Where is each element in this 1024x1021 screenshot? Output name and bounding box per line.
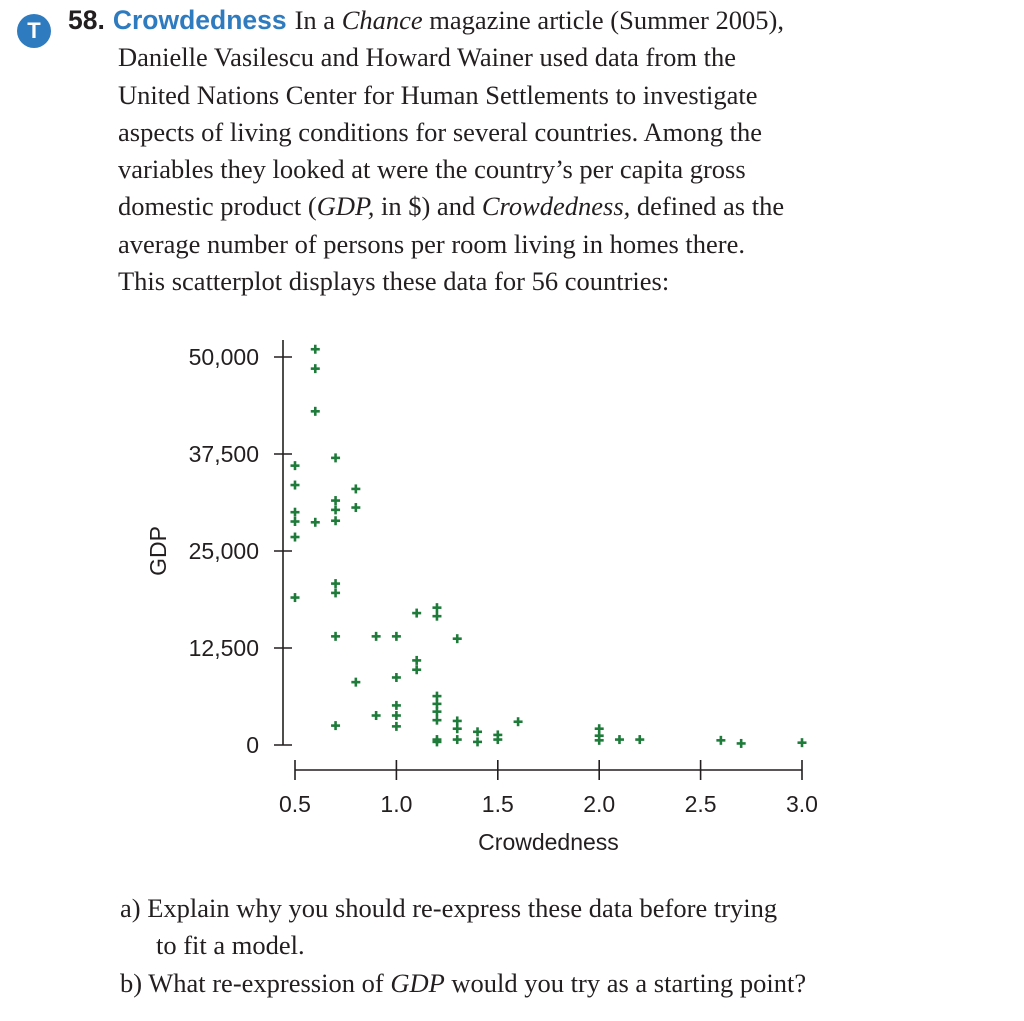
data-point: [473, 727, 482, 736]
data-point: [331, 505, 340, 514]
y-tick-label: 37,500: [188, 441, 259, 467]
data-point: [331, 453, 340, 462]
x-tick-label: 2.5: [684, 791, 717, 817]
y-axis-title: GDP: [145, 526, 171, 576]
data-point: [311, 364, 320, 373]
data-point: [453, 724, 462, 733]
data-point: [291, 508, 300, 517]
data-points: [291, 345, 807, 748]
x-tick-label: 0.5: [279, 791, 311, 817]
data-point: [331, 721, 340, 730]
data-point: [453, 735, 462, 744]
data-point: [473, 737, 482, 746]
problem-number: 58.: [68, 5, 105, 35]
data-point: [392, 722, 401, 731]
problem-text: 58. Crowdedness In a Chance magazine article (Summer 2005), Danielle Vasilescu and Howard Wainer used data from the United Nations Center for Human Settlements to investigate aspects of living conditions for several countries. Among the variables they looked at were the country’s per capita gross domestic product (GDP, in $) and Crowdedness, defined as the average number of persons per room living in homes there. This scatterplot displays these data for 56 countries:: [68, 5, 785, 297]
data-point: [311, 407, 320, 416]
data-point: [432, 707, 441, 716]
data-point: [615, 735, 624, 744]
data-point: [392, 701, 401, 710]
data-point: [514, 717, 523, 726]
data-point: [331, 588, 340, 597]
y-tick-label: 25,000: [188, 538, 259, 564]
data-point: [392, 632, 401, 641]
question-a: a) Explain why you should re-express these data before trying: [120, 893, 778, 923]
data-point: [493, 735, 502, 744]
questions: [120, 890, 1000, 1002]
data-point: [331, 516, 340, 525]
data-point: [392, 673, 401, 682]
data-point: [331, 632, 340, 641]
x-axis: [279, 760, 818, 817]
data-point: [453, 634, 462, 643]
data-point: [392, 711, 401, 720]
data-point: [412, 665, 421, 674]
x-tick-label: 2.0: [583, 791, 616, 817]
y-axis: [189, 340, 292, 758]
data-point: [412, 609, 421, 618]
data-point: [737, 739, 746, 748]
x-tick-label: 3.0: [786, 791, 818, 817]
question-a-continued: to fit a model.: [156, 930, 305, 961]
x-tick-label: 1.5: [481, 791, 514, 817]
data-point: [432, 603, 441, 612]
data-point: [311, 518, 320, 527]
data-point: [331, 579, 340, 588]
x-axis-title: Crowdedness: [478, 829, 619, 855]
data-point: [453, 716, 462, 725]
data-point: [291, 461, 300, 470]
data-point: [291, 593, 300, 602]
data-point: [432, 716, 441, 725]
data-point: [432, 699, 441, 708]
question-b: b) What re-expression of GDP would you try as a starting point?: [120, 967, 807, 998]
data-point: [351, 484, 360, 493]
data-point: [798, 738, 807, 747]
data-point: [291, 481, 300, 490]
data-point: [372, 711, 381, 720]
data-point: [635, 735, 644, 744]
data-point: [595, 736, 604, 745]
data-point: [311, 345, 320, 354]
data-point: [291, 533, 300, 542]
data-point: [351, 503, 360, 512]
textbook-badge: T: [17, 14, 51, 48]
y-tick-label: 12,500: [188, 635, 259, 661]
y-tick-label: 50,000: [188, 344, 259, 370]
data-point: [716, 736, 725, 745]
problem-title: Crowdedness: [112, 5, 287, 35]
data-point: [351, 678, 360, 687]
data-point: [291, 517, 300, 526]
data-point: [432, 612, 441, 621]
data-point: [432, 692, 441, 701]
data-point: [372, 632, 381, 641]
y-tick-label: 0: [246, 732, 259, 758]
data-point: [412, 656, 421, 665]
data-point: [331, 496, 340, 505]
x-tick-label: 1.0: [380, 791, 413, 817]
